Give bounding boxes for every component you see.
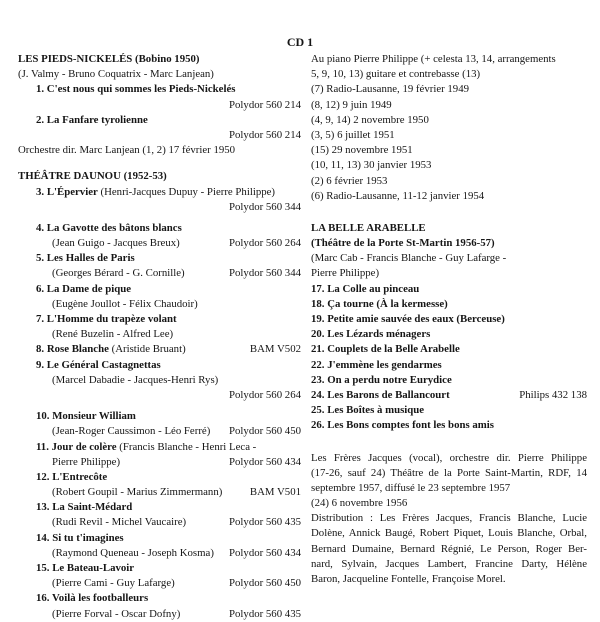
- track-11-line: [18, 440, 301, 455]
- distribution-line-5: Baron, Jacqueline Fontelle, Françoise Morel.: [311, 573, 506, 585]
- track-7-authors: (René Buzelin - Alfred Lee): [52, 328, 174, 341]
- track-13-authors-text: (Rudi Revil - Michel Vaucaire): [52, 516, 187, 529]
- track-11-authors2-text: Pierre Philippe): [52, 455, 121, 468]
- track-16-authors: [18, 607, 301, 622]
- track-3-label: Polydor 560 344: [229, 200, 301, 213]
- track-12-authors: [18, 485, 301, 500]
- track-12-authors-text: (Robert Goupil - Marius Zimmermann): [52, 486, 223, 499]
- credits-line-1: Les Frères Jacques (vocal), orchestre dir. Pierre Philippe: [311, 451, 587, 464]
- track-title: 21. Couplets de la Belle Arabelle: [311, 343, 460, 356]
- track-5-authors: [18, 266, 301, 281]
- track-5-label: Polydor 560 344: [229, 267, 301, 280]
- distribution-line-2: Dolène, Annick Baugé, Robert Piquet, Louis Blanche, Orbal,: [311, 527, 587, 540]
- track-14-authors: [18, 546, 301, 561]
- section-heading-belle-arabelle: LA BELLE ARABELLE: [311, 221, 426, 234]
- section-heading-pieds-nickeles: LES PIEDS-NICKELÉS (Bobino 1950): [18, 53, 200, 65]
- track-13-label: Polydor 560 435: [229, 516, 301, 529]
- track-16-label: Polydor 560 435: [229, 607, 301, 620]
- credits-line-4: (24) 6 novembre 1956: [311, 497, 408, 510]
- distribution-line-4: nard, Sylvain, Jacques Lambert, Francine Darty, Hélène: [311, 557, 587, 570]
- track-10-authors-text: (Jean-Roger Caussimon - Léo Ferré): [52, 425, 211, 438]
- recording-date: (6) Radio-Lausanne, 11-12 janvier 1954: [311, 189, 485, 202]
- track-7-title: 7. L'Homme du trapèze volant: [36, 313, 177, 325]
- orchestra-credit: Orchestre dir. Marc Lanjean (1, 2) 17 février 1950: [18, 144, 236, 157]
- authors-line: (Marc Cab - Francis Blanche - Guy Lafarge -: [311, 252, 507, 265]
- distribution-line-3: Bernard Dumaine, Bernard Régnié, Le Person, Roger Ber-: [311, 542, 587, 555]
- track-3-num: 3.: [36, 185, 45, 198]
- track-24-line: [311, 388, 587, 403]
- authors-line: (J. Valmy - Bruno Coquatrix - Marc Lanjean): [18, 68, 214, 81]
- track-6-title: 6. La Dame de pique: [36, 282, 132, 295]
- track-title: 19. Petite amie sauvée des eaux (Berceuse): [311, 313, 505, 325]
- right-column: [311, 52, 587, 587]
- track-title: 18. Ça tourne (À la kermesse): [311, 297, 448, 310]
- section-heading-theatre-daunou: THÉÂTRE DAUNOU (1952-53): [18, 170, 167, 183]
- credits-line-2: (17-26, sauf 24) Théâtre de la Porte Saint-Martin, RDF, 14: [311, 466, 587, 479]
- recording-date: (7) Radio-Lausanne, 19 février 1949: [311, 83, 469, 96]
- track-12-title: 12. L'Entrecôte: [36, 470, 108, 483]
- track-15-title: 15. Le Bateau-Lavoir: [36, 562, 135, 574]
- track-8-label: BAM V502: [249, 343, 301, 356]
- authors-line-cont: Pierre Philippe): [311, 267, 380, 280]
- recording-date: (3, 5) 6 juillet 1951: [311, 128, 395, 141]
- recording-date: (2) 6 février 1953: [311, 174, 388, 187]
- track-10-label: Polydor 560 450: [229, 425, 301, 438]
- track-15-authors: [18, 576, 301, 591]
- track-11-num: 11.: [36, 440, 49, 453]
- recording-date: (8, 12) 9 juin 1949: [311, 98, 392, 111]
- track-1-label: Polydor 560 214: [229, 98, 301, 111]
- track-2-label: Polydor 560 214: [229, 128, 301, 141]
- track-12-label: BAM V501: [249, 486, 301, 499]
- track-13-title: 13. La Saint-Médard: [36, 501, 133, 514]
- track-title: 23. On a perdu notre Eurydice: [311, 373, 452, 386]
- track-25-title: 25. Les Boîtes à musique: [311, 404, 425, 417]
- recording-date: (4, 9, 14) 2 novembre 1950: [311, 113, 429, 126]
- cd-title: CD 1: [286, 35, 314, 49]
- track-3-line: [18, 185, 301, 200]
- track-24-label: Philips 432 138: [519, 388, 587, 401]
- piano-credit-2: 5, 9, 10, 13) guitare et contrebasse (13): [311, 68, 481, 81]
- track-24-title: 24. Les Barons de Ballancourt: [311, 388, 450, 401]
- track-4-authors-text: (Jean Guigo - Jacques Breux): [52, 237, 180, 250]
- track-4-title: 4. La Gavotte des bâtons blancs: [36, 221, 182, 234]
- track-11-label: Polydor 560 434: [229, 455, 301, 468]
- left-column: [18, 52, 301, 622]
- track-title: 17. La Colle au pinceau: [311, 282, 420, 295]
- track-15-label: Polydor 560 450: [229, 577, 301, 590]
- track-8-authors: (Aristide Bruant): [111, 343, 186, 356]
- track-3-authors: (Henri-Jacques Dupuy - Pierre Philippe): [100, 185, 276, 198]
- track-14-label: Polydor 560 434: [229, 546, 301, 559]
- track-11-authors-cont: [18, 455, 301, 470]
- track-11-authors: (Francis Blanche - Henri Leca -: [119, 440, 257, 453]
- track-14-authors-text: (Raymond Queneau - Joseph Kosma): [52, 546, 214, 559]
- track-9-title: 9. Le Général Castagnettas: [36, 358, 161, 371]
- track-10-title: 10. Monsieur William: [36, 410, 136, 423]
- track-9-label: Polydor 560 264: [229, 388, 301, 401]
- track-title: 20. Les Lézards ménagers: [311, 328, 431, 341]
- piano-credit-1: Au piano Pierre Philippe (+ celesta 13, 14, arrangements: [311, 53, 556, 65]
- track-1-title: 1. C'est nous qui sommes les Pieds-Nickelés: [36, 83, 236, 96]
- track-26-title: 26. Les Bons comptes font les bons amis: [311, 419, 494, 432]
- track-2-title: 2. La Fanfare tyrolienne: [36, 113, 148, 126]
- track-title: 22. J'emmène les gendarmes: [311, 358, 442, 371]
- track-15-authors-text: (Pierre Cami - Guy Lafarge): [52, 577, 175, 590]
- section-subheading-belle-arabelle: (Théâtre de la Porte St-Martin 1956-57): [311, 237, 495, 250]
- track-11-title: Jour de colère: [51, 440, 117, 453]
- credits-line-3: septembre 1957, diffusé le 23 septembre 1957: [311, 481, 511, 494]
- track-5-authors-text: (Georges Bérard - G. Cornille): [52, 267, 185, 280]
- recording-date: (10, 11, 13) 30 janvier 1953: [311, 159, 432, 172]
- track-13-authors: [18, 515, 301, 530]
- track-4-label: Polydor 560 264: [229, 237, 301, 250]
- track-14-title: 14. Si tu t'imagines: [36, 531, 124, 544]
- track-8-line: [18, 342, 301, 357]
- track-16-title: 16. Voilà les footballeurs: [36, 592, 149, 605]
- track-5-title: 5. Les Halles de Paris: [36, 252, 135, 265]
- track-9-authors: (Marcel Dabadie - Jacques-Henri Rys): [52, 373, 219, 386]
- track-8-num: 8.: [36, 343, 45, 356]
- track-3-title: L'Épervier: [46, 185, 98, 198]
- recording-date: (15) 29 novembre 1951: [311, 144, 413, 157]
- track-16-authors-text: (Pierre Forval - Oscar Dofny): [52, 607, 181, 620]
- distribution-line-1: Distribution : Les Frères Jacques, Francis Blanche, Lucie: [311, 512, 587, 525]
- track-10-authors: [18, 424, 301, 439]
- track-8-title: Rose Blanche: [46, 343, 109, 356]
- track-4-authors: [18, 236, 301, 251]
- track-6-authors: (Eugène Joullot - Félix Chaudoir): [52, 297, 198, 310]
